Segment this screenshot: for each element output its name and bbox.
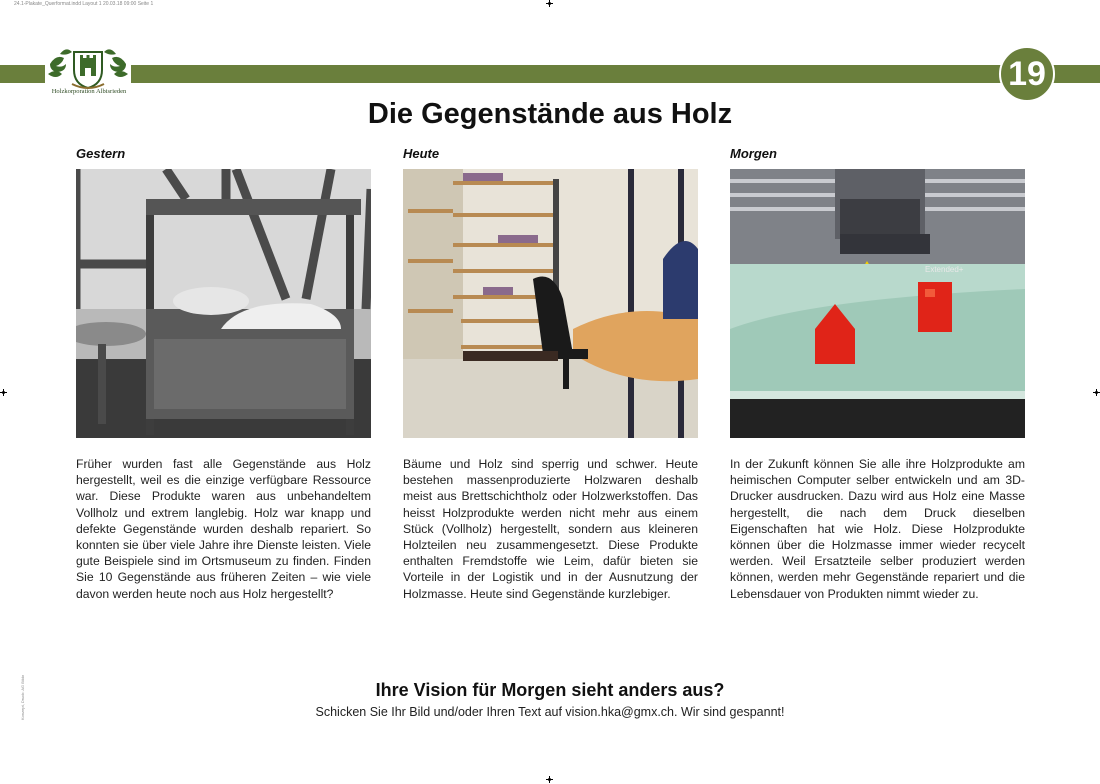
print-slug: 24.1-Plakate_Querformat.indd Layout 1 20.03.18 09:00 Seite 1 [14,1,154,7]
vision-text: Schicken Sie Ihr Bild und/oder Ihren Text auf vision.hka@gmx.ch. Wir sind gespannt! [315,705,785,719]
text-heute: Bäume und Holz sind sperrig und schwer. Heute bestehen massenproduzierte Holzwaren deshalb meist aus Brettschichtholz oder Holzwerkstoffen. Das heisst Holzprodukte werden nicht mehr aus einem Stück (Vollholz) hergestellt, sondern aus kleineren Holzteilen neu zusammengesetzt. Diese Produkte enthalten Fremdstoffe wie Leim, dafür bieten sie Vorteile in der Logistik und in der Ausnutzung der Holzmasse. Heute sind Gegenstände kurzlebiger. [403,457,698,601]
registration-mark-bottom [546,776,553,783]
page-title: Die Gegenstände aus Holz [367,98,733,130]
registration-mark-right [1093,389,1100,396]
registration-mark-left [0,389,7,396]
printer-label: Extended+ [925,265,964,274]
side-credit: Konzept, Druck: AG Bildo [20,674,25,720]
photo-old-bed [76,169,371,438]
header-bar-left [0,65,45,83]
text-morgen: In der Zukunft können Sie alle ihre Holzprodukte am heimischen Computer selber entwickeln und am 3D-Drucker ausdrucken. Dazu wird aus Holz eine Masse hergestellt, die nach dem Druck dieselben Eigenschaften hat wie Holz. Diese Holzprodukte können über die Holzmasse immer wieder recycelt werden. Weil Ersatzteile selber produziert werden können, werden mehr Gegenstände repariert und die Lebensdauer von Produkten nimmt wieder zu. [730,457,1025,601]
photo-modern-room [403,169,698,438]
header-bar [131,65,1100,83]
photo-3d-printer [730,169,1025,438]
registration-mark-top [546,0,553,7]
heading-gestern: Gestern [76,146,126,161]
text-gestern: Früher wurden fast alle Gegenstände aus Holz hergestellt, weil es die einzige verfügbare Ressource war. Diese Produkte waren aus unbehandeltem Vollholz und extrem langlebig. Holz war knapp und defekte Gegenstände wurden deshalb repariert. So konnten sie über viele Jahre ihre Dienste leisten. Viele gute Beispiele sind im Ortsmuseum zu finden. Finden Sie 10 Gegenstände aus früheren Zeiten – wie viele davon werden heute noch aus Holz hergestellt? [76,457,371,601]
logo-caption: Holzkorporation Albisrieden [51,88,127,95]
page-number-badge: 19 [999,46,1055,102]
heading-morgen: Morgen [730,146,777,161]
vision-title: Ihre Vision für Morgen sieht anders aus? [375,680,725,700]
heading-heute: Heute [403,146,440,161]
